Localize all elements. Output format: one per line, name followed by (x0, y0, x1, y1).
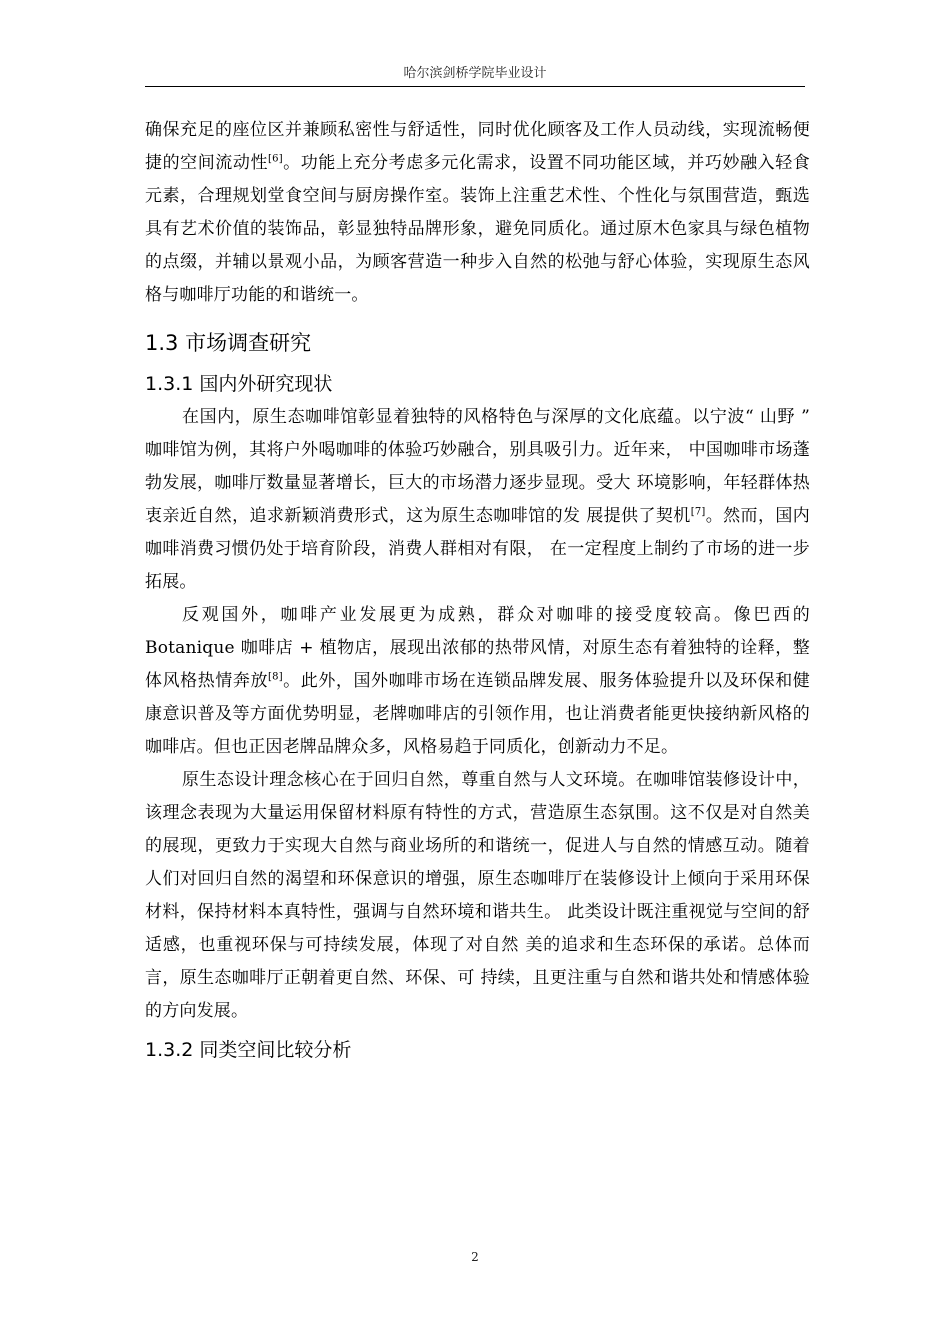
paragraph-2-text-a: 在国内，原生态咖啡馆彰显着独特的风格特色与深厚的文化底蕴。以宁波“ 山野 ” 咖啡馆为例，其将户外喝咖啡的体验巧妙融合，别具吸引力。近年来， 中国咖啡市场蓬勃发展，咖啡厅数量显著增长，巨大的市场潜力逐步显现。受大 环境影响，年轻群体热衷亲近自然，追求新颖消费形式，这为原生态咖啡馆的发 展提供了契机 (145, 407, 810, 526)
page-number: 2 (471, 1250, 479, 1264)
section-heading-1-3: 1.3 市场调查研究 (145, 331, 312, 355)
citation-8: [8] (268, 671, 283, 683)
main-content (145, 114, 810, 1067)
subsection-heading-1-3-1: 1.3.1 国内外研究现状 (145, 373, 333, 395)
header-rule (145, 86, 805, 87)
paragraph-3 (145, 599, 810, 764)
paragraph-1-text-a: 确保充足的座位区并兼顾私密性与舒适性，同时优化顾客及工作人员动线，实现流畅便捷的空间流动性 (145, 120, 810, 173)
paragraph-2-text-b: 。然而，国内咖啡消费习惯仍处于培育阶段，消费人群相对有限， 在一定程度上制约了市场的进一步拓展。 (145, 506, 810, 592)
paragraph-4: 原生态设计理念核心在于回归自然，尊重自然与人文环境。在咖啡馆装修设计中，该理念表现为大量运用保留材料原有特性的方式，营造原生态氛围。这不仅是对自然美的展现，更致力于实现大自然与商业场所的和谐统一，促进人与自然的情感互动。随着人们对回归自然的渴望和环保意识的增强，原生态咖啡厅在装修设计上倾向于采用环保材料，保持材料本真特性，强调与自然环境和谐共生。 此类设计既注重视觉与空间的舒适感，也重视环保与可持续发展，体现了对自然 美的追求和生态环保的承诺。总体而言，原生态咖啡厅正朝着更自然、环保、可 持续，且更注重与自然和谐共处和情感体验的方向发展。 (145, 770, 810, 1021)
paragraph-3-text-a: 反观国外，咖啡产业发展更为成熟，群众对咖啡的接受度较高。像巴西的 Botanique 咖啡店 + 植物店，展现出浓郁的热带风情，对原生态有着独特的诠释，整体风格热情奔放 (145, 605, 810, 691)
citation-6: [6] (268, 153, 283, 165)
page-header: 哈尔滨剑桥学院毕业设计 (403, 66, 547, 81)
subsection-heading-1-3-2: 1.3.2 同类空间比较分析 (145, 1039, 352, 1061)
paragraph-1 (145, 114, 810, 312)
paragraph-3-text-b: 。此外，国外咖啡市场在连锁品牌发展、服务体验提升以及环保和健康意识普及等方面优势明显，老牌咖啡店的引领作用，也让消费者能更快接纳新风格的咖啡店。但也正因老牌品牌众多，风格易趋于同质化，创新动力不足。 (145, 671, 811, 757)
paragraph-1-text-b: 。功能上充分考虑多元化需求，设置不同功能区域，并巧妙融入轻食元素，合理规划堂食空间与厨房操作室。装饰上注重艺术性、个性化与氛围营造，甄选具有艺术价值的装饰品，彰显独特品牌形象，避免同质化。通过原木色家具与绿色植物的点缀，并辅以景观小品，为顾客营造一种步入自然的松弛与舒心体验，实现原生态风格与咖啡厅功能的和谐统一。 (145, 153, 811, 305)
citation-7: [7] (690, 506, 706, 518)
paragraph-2 (145, 401, 810, 599)
